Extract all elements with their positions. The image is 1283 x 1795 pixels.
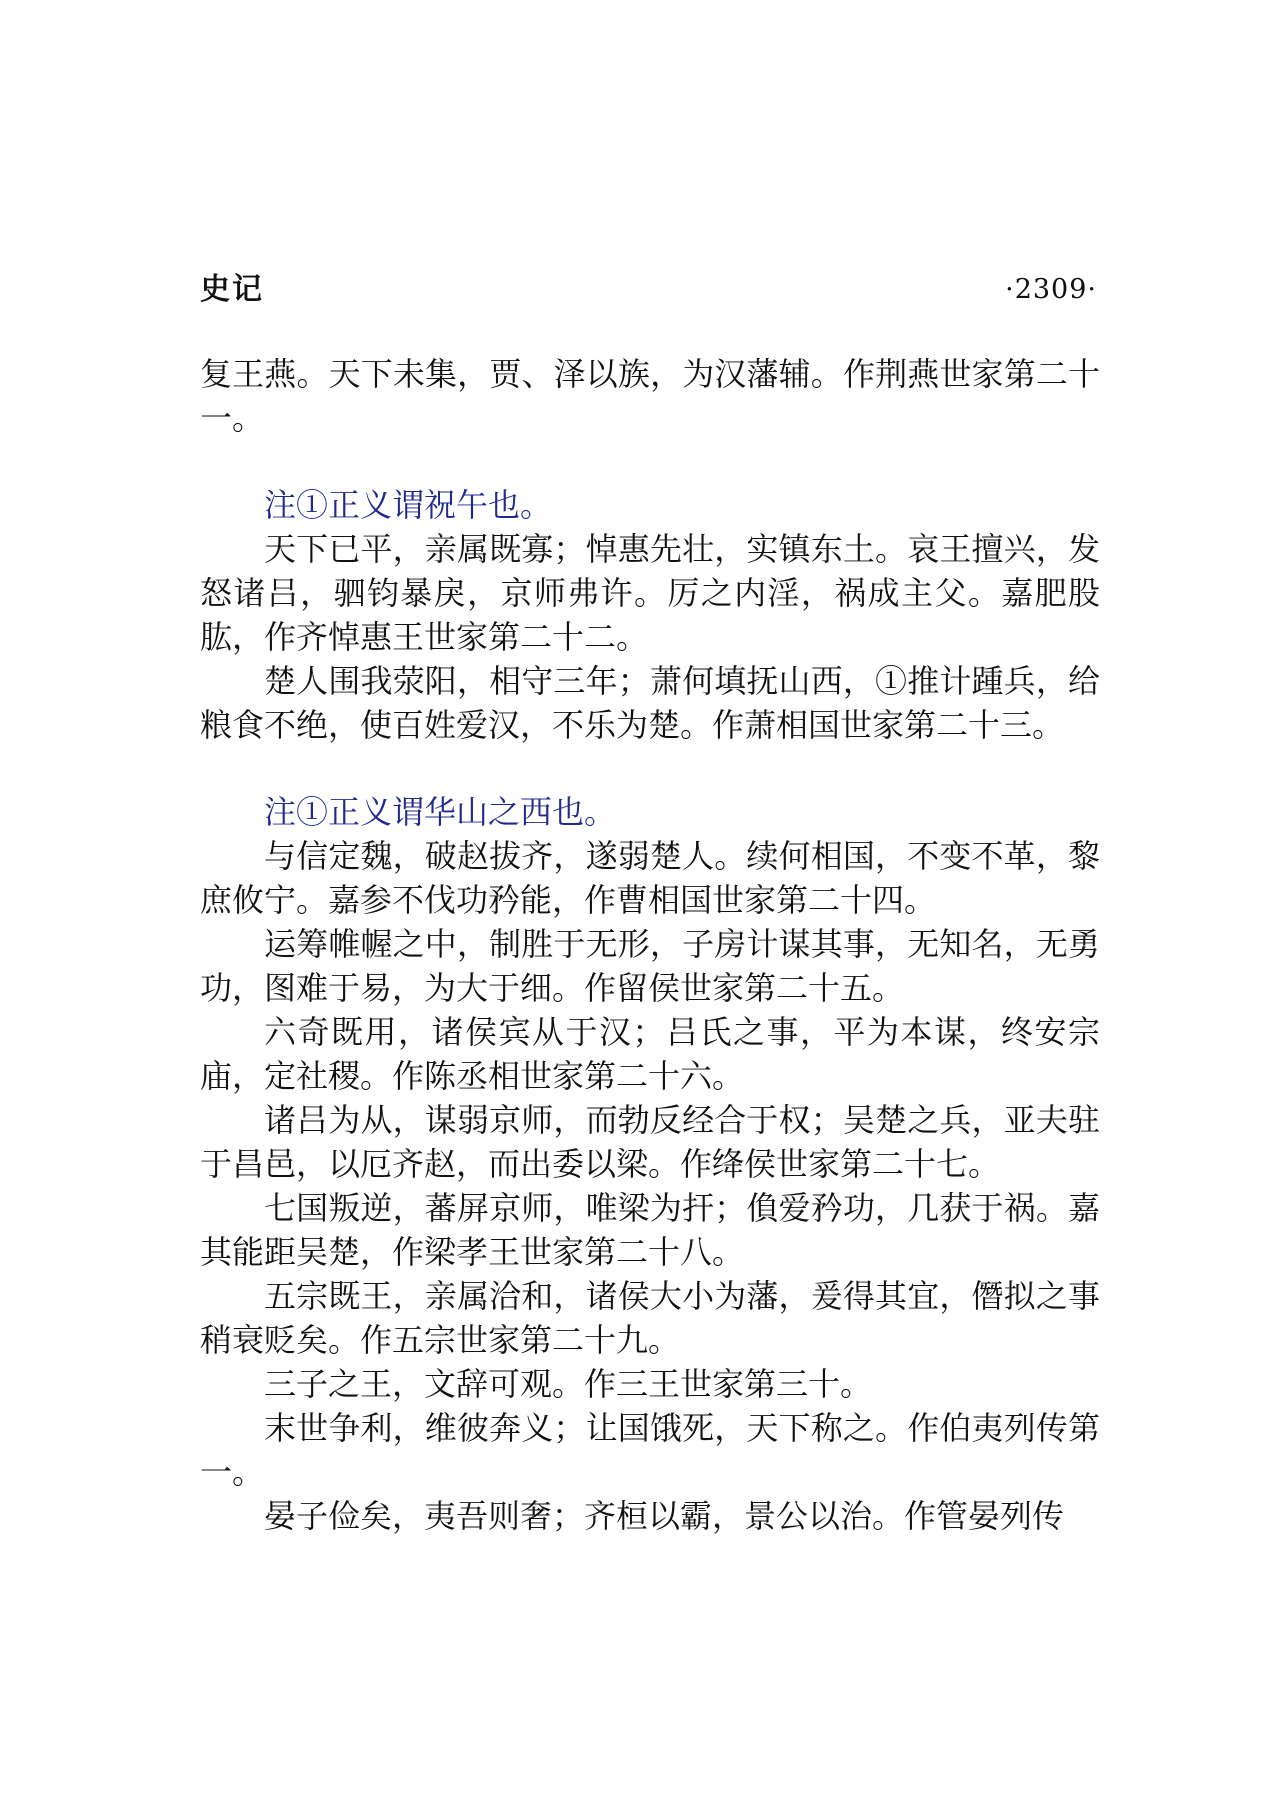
paragraph: 三子之王，文辞可观。作三王世家第三十。 [264, 1365, 873, 1403]
paragraph: 诸吕为从，谋弱京师，而勃反经合于权；吴楚之兵，亚夫驻于昌邑，以厄齐赵，而出委以梁。作绛侯世家第二十七。 [200, 1101, 1100, 1183]
paragraph: 复王燕。天下未集，贾、泽以族，为汉藩辅。作荆燕世家第二十一。 [200, 355, 1100, 437]
paragraph: 与信定魏，破赵拔齐，遂弱楚人。续何相国，不变不革，黎庶攸宁。嘉参不伐功矜能，作曹相国世家第二十四。 [200, 837, 1100, 919]
paragraph: 五宗既王，亲属洽和，诸侯大小为藩，爰得其宜，僭拟之事稍衰贬矣。作五宗世家第二十九。 [200, 1277, 1100, 1359]
paragraph: 末世争利，维彼奔义；让国饿死，天下称之。作伯夷列传第一。 [200, 1409, 1100, 1491]
paragraph: 六奇既用，诸侯宾从于汉；吕氏之事，平为本谋，终安宗庙，定社稷。作陈丞相世家第二十六。 [200, 1013, 1100, 1095]
paragraph: 运筹帷幄之中，制胜于无形，子房计谋其事，无知名，无勇功，图难于易，为大于细。作留侯世家第二十五。 [200, 925, 1100, 1007]
paragraph: 七国叛逆，蕃屏京师，唯梁为扞；偩爱矜功，几获于祸。嘉其能距吴楚，作梁孝王世家第二十八。 [200, 1189, 1100, 1271]
paragraph: 晏子俭矣，夷吾则奢；齐桓以霸，景公以治。作管晏列传 [264, 1497, 1065, 1535]
paragraph: 天下已平，亲属既寡；悼惠先壮，实镇东土。哀王擅兴，发怒诸吕，驷钧暴戾，京师弗许。厉之内淫，祸成主父。嘉肥股肱，作齐悼惠王世家第二十二。 [200, 530, 1100, 656]
annotation-note: 注①正义谓华山之西也。 [264, 793, 617, 831]
annotation-note: 注①正义谓祝午也。 [264, 486, 553, 524]
paragraph: 楚人围我荥阳，相守三年；萧何填抚山西，①推计踵兵，给粮食不绝，使百姓爱汉，不乐为楚。作萧相国世家第二十三。 [200, 662, 1100, 744]
page-number: ·2309· [1005, 274, 1097, 305]
page-header [200, 266, 1097, 314]
main-text [200, 352, 1100, 1538]
book-title: 史记 [200, 272, 264, 307]
